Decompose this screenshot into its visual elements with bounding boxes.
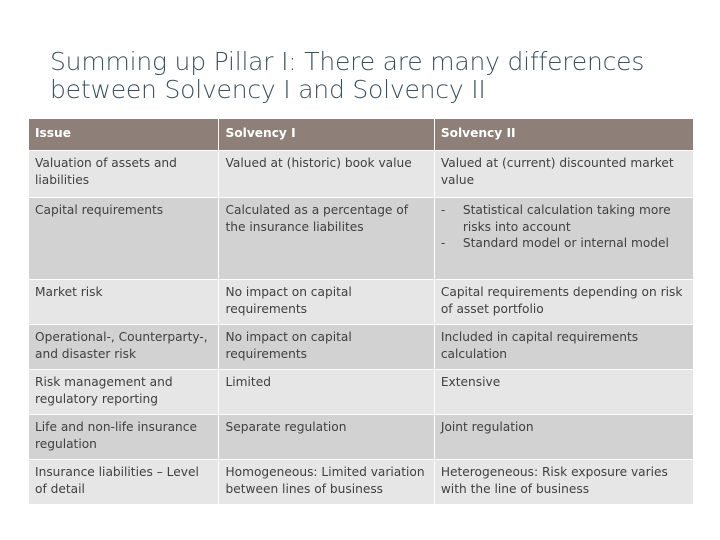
table-row [29,370,693,414]
cell-solvency-1: No impact on capital requirements [219,325,433,369]
table-row [29,325,693,369]
cell-solvency-1: Limited [219,370,433,414]
cell-issue: Valuation of assets and liabilities [29,151,218,197]
bullet-item [441,202,687,235]
cell-solvency-2: Heterogeneous: Risk exposure varies with the line of business [435,460,693,504]
cell-solvency-2: Extensive [435,370,693,414]
cell-issue: Risk management and regulatory reporting [29,370,218,414]
cell-solvency-2: Capital requirements depending on risk of asset portfolio [435,280,693,324]
cell-solvency-1: Homogeneous: Limited variation between lines of business [219,460,433,504]
cell-solvency-1: Valued at (historic) book value [219,151,433,197]
cell-issue: Life and non-life insurance regulation [29,415,218,459]
bullet-text: Statistical calculation taking more risks into account [462,203,671,234]
header-solvency-2: Solvency II [435,119,693,150]
solvency-2-bullet-list [441,202,687,252]
comparison-table [28,118,694,505]
cell-issue: Market risk [29,280,218,324]
cell-issue: Insurance liabilities – Level of detail [29,460,218,504]
bullet-dash: - [440,236,446,250]
table-row [29,151,693,197]
header-issue: Issue [29,119,218,150]
cell-solvency-2: Included in capital requirements calculation [435,325,693,369]
slide-title-line-1: Summing up Pillar I: There are many differences [50,47,645,76]
cell-issue: Capital requirements [29,198,218,279]
cell-solvency-2: Valued at (current) discounted market value [435,151,693,197]
table-row [29,460,693,504]
table-row [29,280,693,324]
table-header-row [29,119,693,150]
table-row [29,198,693,279]
cell-solvency-1: No impact on capital requirements [219,280,433,324]
cell-solvency-2: Joint regulation [435,415,693,459]
cell-solvency-1: Calculated as a percentage of the insurance liabilites [219,198,433,279]
header-solvency-1: Solvency I [219,119,433,150]
cell-solvency-1: Separate regulation [219,415,433,459]
table-row [29,415,693,459]
bullet-item [441,235,687,252]
bullet-dash: - [440,203,446,217]
cell-issue: Operational-, Counterparty-, and disaster risk [29,325,218,369]
cell-solvency-2 [435,198,693,279]
slide-title-line-2: between Solvency I and Solvency II [50,75,486,104]
slide-title [50,48,690,104]
bullet-text: Standard model or internal model [462,236,669,250]
